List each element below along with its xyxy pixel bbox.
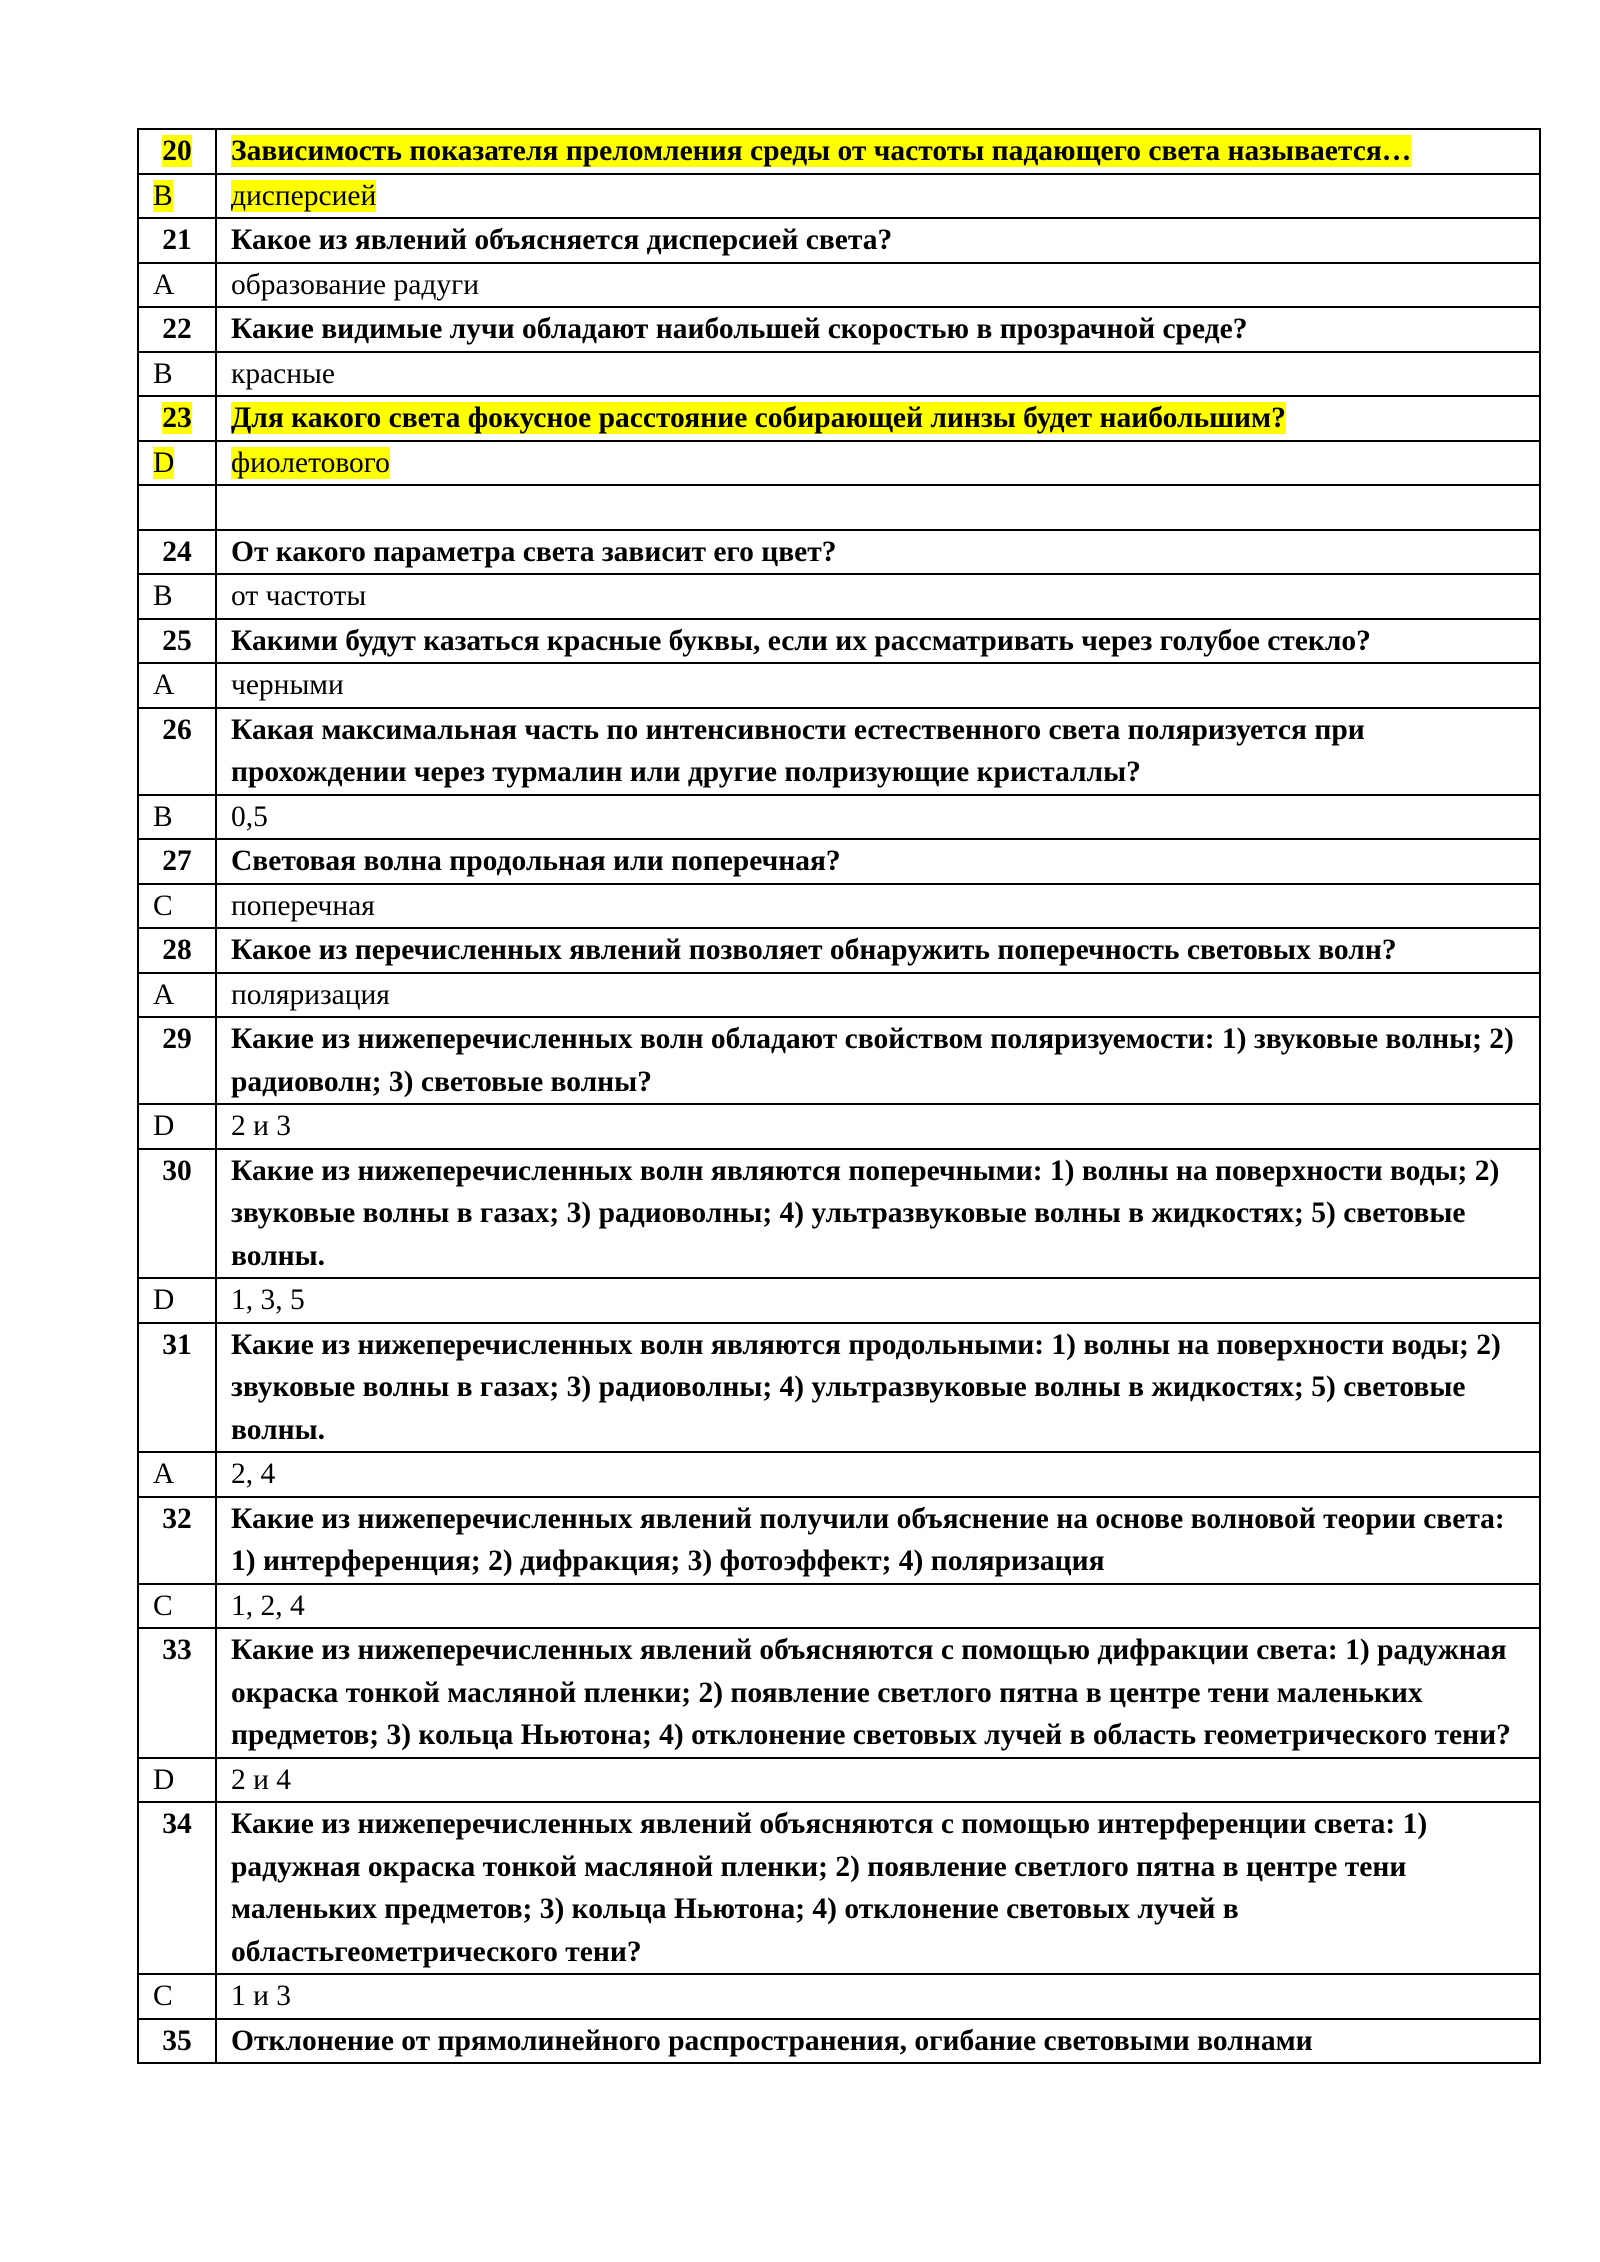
question-number: [138, 1628, 216, 1758]
answer-cell: [216, 574, 1540, 619]
answer-letter: [138, 352, 216, 397]
answer-letter-text: C: [153, 1980, 173, 2012]
empty-row: [138, 485, 1540, 530]
question-number: [138, 307, 216, 352]
question-number: [138, 218, 216, 263]
answer-text: от частоты: [231, 580, 367, 612]
question-text: Какие из нижеперечисленных волн являются продольными: 1) волны на поверхности воды; 2) звуковые волны в газах; 3) радиоволны; 4) ультразвуковые волны в жидкостях; 5) световые волны.: [231, 1328, 1501, 1446]
question-cell: [216, 1149, 1540, 1279]
question-number: [138, 396, 216, 441]
question-number-text: 24: [162, 535, 192, 568]
question-text: Какие из нижеперечисленных волн обладают свойством поляризуемости: 1) звуковые волны; 2) радиоволн; 3) световые волны?: [231, 1023, 1514, 1098]
answer-cell: [216, 663, 1540, 708]
answer-letter: [138, 795, 216, 840]
answer-row: [138, 263, 1540, 308]
question-row: [138, 396, 1540, 441]
answer-row: [138, 352, 1540, 397]
answer-cell: [216, 263, 1540, 308]
question-text: Световая волна продольная или поперечная?: [231, 845, 841, 877]
question-text: От какого параметра света зависит его цвет?: [231, 535, 837, 568]
answer-text: 1 и 3: [231, 1980, 292, 2012]
answer-letter-text: B: [153, 800, 173, 833]
answer-letter-text: D: [153, 1110, 175, 1142]
answer-letter: [138, 973, 216, 1018]
answer-text: 2 и 3: [231, 1110, 292, 1142]
answer-letter-text: A: [153, 268, 175, 301]
question-number-text: 27: [162, 845, 192, 877]
question-text: Отклонение от прямолинейного распространения, огибание световыми волнами: [231, 2024, 1313, 2057]
question-number: [138, 530, 216, 575]
question-text: Какие из нижеперечисленных явлений получили объяснение на основе волновой теории света: 1) интерференция; 2) дифракция; 3) фотоэффект; 4) поляризация: [231, 1502, 1505, 1577]
question-answer-table: [137, 128, 1541, 2064]
question-row: [138, 928, 1540, 973]
question-cell: [216, 1802, 1540, 1974]
empty-cell: [138, 485, 216, 530]
question-row: [138, 708, 1540, 795]
question-text: Какие из нижеперечисленных явлений объясняются с помощью интерференции света: 1) радужная окраска тонкой масляной пленки; 2) появление светлого пятна в центре тени маленьких предметов; 3) кольца Ньютона; 4) отклонение световых лучей в областьгеометрического тени?: [231, 1808, 1428, 1968]
question-number-text: 32: [162, 1502, 192, 1535]
question-cell: [216, 307, 1540, 352]
answer-row: [138, 174, 1540, 219]
answer-cell: [216, 441, 1540, 486]
question-cell: [216, 708, 1540, 795]
question-row: [138, 839, 1540, 884]
answer-letter: [138, 1974, 216, 2019]
question-cell: [216, 1497, 1540, 1584]
answer-letter: [138, 663, 216, 708]
question-cell: [216, 396, 1540, 441]
question-text: Какие видимые лучи обладают наибольшей скоростью в прозрачной среде?: [231, 313, 1248, 345]
answer-cell: [216, 174, 1540, 219]
answer-row: [138, 1584, 1540, 1629]
question-number-text: 29: [162, 1023, 192, 1055]
question-cell: [216, 1017, 1540, 1104]
question-number-text: 21: [162, 224, 192, 256]
answer-row: [138, 441, 1540, 486]
question-row: [138, 530, 1540, 575]
answer-cell: [216, 1584, 1540, 1629]
answer-row: [138, 973, 1540, 1018]
answer-cell: [216, 973, 1540, 1018]
answer-letter-text: D: [153, 1284, 175, 1316]
question-row: [138, 2019, 1540, 2064]
answer-cell: [216, 1278, 1540, 1323]
answer-cell: [216, 1974, 1540, 2019]
question-cell: [216, 2019, 1540, 2064]
answer-text: 2, 4: [231, 1458, 276, 1490]
question-row: [138, 307, 1540, 352]
question-row: [138, 1628, 1540, 1758]
answer-text: дисперсией: [231, 179, 377, 212]
answer-letter: [138, 263, 216, 308]
answer-letter-text: A: [153, 1458, 175, 1490]
answer-row: [138, 1278, 1540, 1323]
answer-letter: [138, 1278, 216, 1323]
question-cell: [216, 129, 1540, 174]
answer-text: черными: [231, 669, 344, 701]
question-number-text: 23: [162, 402, 192, 434]
question-number: [138, 1323, 216, 1453]
answer-letter: [138, 884, 216, 929]
question-text: Какие из нижеперечисленных явлений объясняются с помощью дифракции света: 1) радужная окраска тонкой масляной пленки; 2) появление светлого пятна в центре тени маленьких предметов; 3) кольца Ньютона; 4) отклонение световых лучей в область геометрического тени?: [231, 1634, 1511, 1751]
answer-letter-text: A: [153, 669, 175, 701]
question-text: Какими будут казаться красные буквы, если их рассматривать через голубое стекло?: [231, 624, 1371, 657]
answer-letter-text: B: [153, 580, 173, 612]
answer-row: [138, 1104, 1540, 1149]
question-text: Какая максимальная часть по интенсивности естественного света поляризуется при прохождении через турмалин или другие полризующие кристаллы?: [231, 713, 1365, 788]
question-cell: [216, 619, 1540, 664]
question-number: [138, 928, 216, 973]
question-row: [138, 218, 1540, 263]
question-cell: [216, 839, 1540, 884]
answer-letter-text: D: [153, 446, 175, 479]
question-number-text: 35: [162, 2024, 192, 2057]
question-number: [138, 1497, 216, 1584]
question-row: [138, 619, 1540, 664]
question-number-text: 34: [162, 1808, 192, 1840]
question-text: Зависимость показателя преломления среды от частоты падающего света называется…: [231, 135, 1412, 167]
question-number-text: 31: [162, 1328, 192, 1361]
answer-row: [138, 795, 1540, 840]
answer-cell: [216, 1758, 1540, 1803]
question-text: Какие из нижеперечисленных волн являются поперечными: 1) волны на поверхности воды; 2) звуковые волны в газах; 3) радиоволны; 4) ультразвуковые волны в жидкостях; 5) световые волны.: [231, 1154, 1500, 1272]
question-number-text: 28: [162, 934, 192, 966]
question-row: [138, 1497, 1540, 1584]
question-row: [138, 1802, 1540, 1974]
empty-cell: [216, 485, 1540, 530]
answer-text: 2 и 4: [231, 1763, 292, 1796]
answer-letter: [138, 574, 216, 619]
question-number: [138, 1149, 216, 1279]
answer-letter: [138, 174, 216, 219]
answer-text: 1, 2, 4: [231, 1589, 305, 1622]
answer-row: [138, 1452, 1540, 1497]
answer-text: 1, 3, 5: [231, 1284, 305, 1316]
answer-text: фиолетового: [231, 446, 390, 479]
answer-letter: [138, 441, 216, 486]
question-cell: [216, 1628, 1540, 1758]
answer-text: 0,5: [231, 800, 268, 833]
answer-letter: [138, 1584, 216, 1629]
answer-letter: [138, 1452, 216, 1497]
question-text: Какое из перечисленных явлений позволяет обнаружить поперечность световых волн?: [231, 934, 1397, 966]
answer-letter-text: A: [153, 978, 175, 1011]
answer-letter-text: B: [153, 357, 173, 390]
question-number-text: 20: [162, 135, 192, 167]
question-number: [138, 619, 216, 664]
question-cell: [216, 928, 1540, 973]
answer-cell: [216, 795, 1540, 840]
answer-cell: [216, 1452, 1540, 1497]
answer-text: красные: [231, 357, 335, 390]
answer-cell: [216, 884, 1540, 929]
question-number-text: 22: [162, 313, 192, 345]
question-number: [138, 839, 216, 884]
answer-text: образование радуги: [231, 268, 479, 301]
answer-row: [138, 884, 1540, 929]
answer-cell: [216, 1104, 1540, 1149]
question-cell: [216, 1323, 1540, 1453]
answer-letter: [138, 1758, 216, 1803]
question-row: [138, 1323, 1540, 1453]
question-row: [138, 129, 1540, 174]
answer-letter-text: D: [153, 1763, 175, 1796]
answer-row: [138, 1758, 1540, 1803]
answer-letter: [138, 1104, 216, 1149]
question-row: [138, 1149, 1540, 1279]
answer-row: [138, 663, 1540, 708]
answer-letter-text: C: [153, 889, 173, 922]
question-number: [138, 1017, 216, 1104]
question-number-text: 33: [162, 1634, 192, 1666]
question-cell: [216, 218, 1540, 263]
question-number-text: 26: [162, 713, 192, 746]
answer-cell: [216, 352, 1540, 397]
question-number-text: 30: [162, 1154, 192, 1187]
question-number-text: 25: [162, 624, 192, 657]
answer-row: [138, 574, 1540, 619]
answer-text: поляризация: [231, 978, 390, 1011]
question-text: Для какого света фокусное расстояние собирающей линзы будет наибольшим?: [231, 402, 1286, 434]
question-text: Какое из явлений объясняется дисперсией света?: [231, 224, 893, 256]
question-cell: [216, 530, 1540, 575]
answer-text: поперечная: [231, 889, 375, 922]
question-number: [138, 1802, 216, 1974]
answer-letter-text: B: [153, 179, 173, 212]
question-number: [138, 2019, 216, 2064]
question-number: [138, 129, 216, 174]
question-number: [138, 708, 216, 795]
question-row: [138, 1017, 1540, 1104]
answer-letter-text: C: [153, 1589, 173, 1622]
answer-row: [138, 1974, 1540, 2019]
